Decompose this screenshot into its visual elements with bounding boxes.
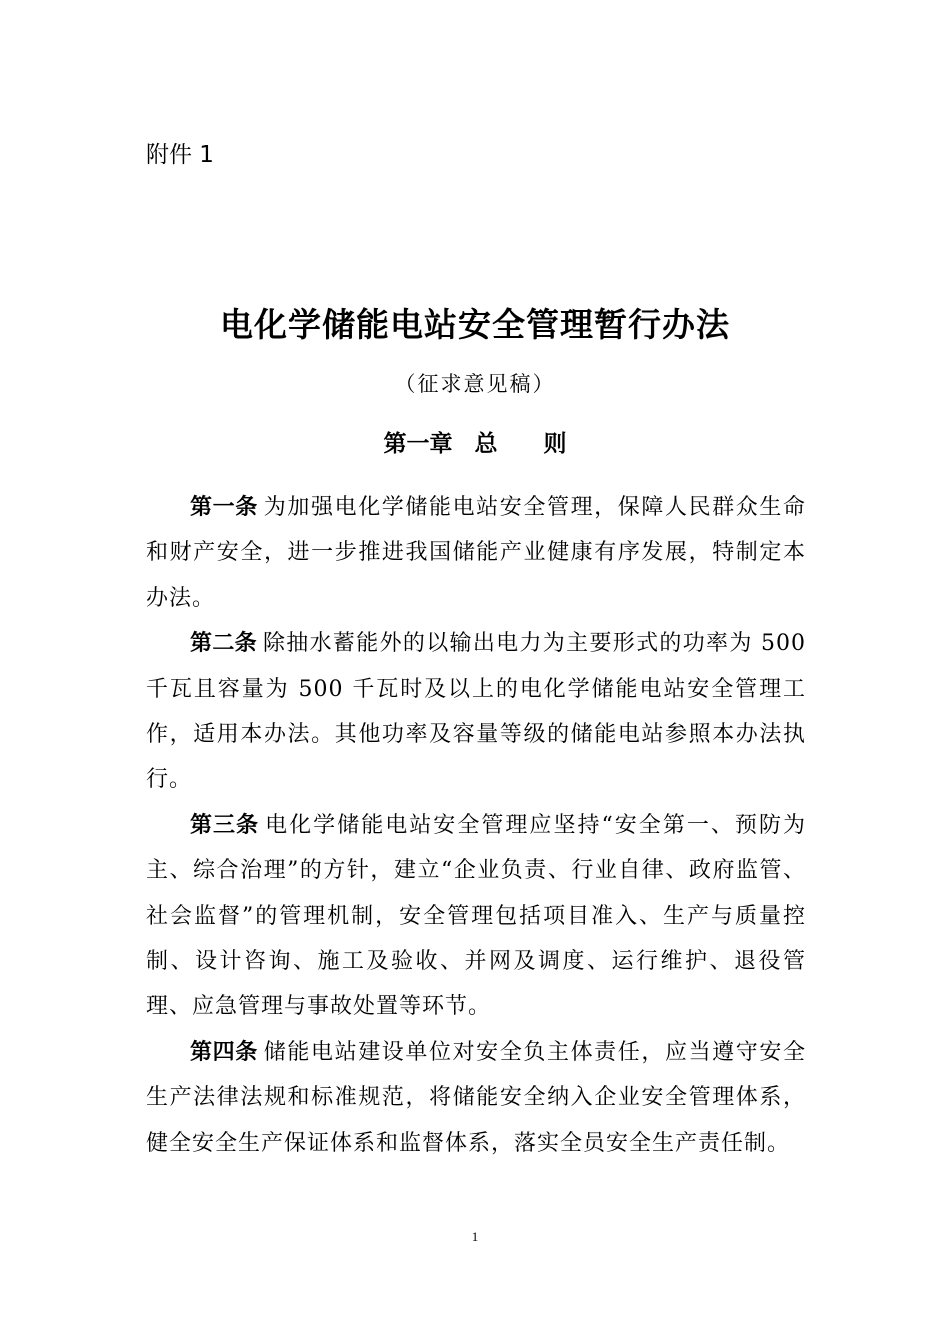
page-number: 1 bbox=[471, 1229, 479, 1244]
document-subtitle: （征求意见稿） bbox=[394, 372, 556, 396]
chapter-number: 第一章 bbox=[383, 431, 453, 457]
article-2 bbox=[146, 621, 806, 803]
article-4 bbox=[146, 1030, 806, 1166]
chapter-heading bbox=[0, 428, 950, 460]
article-list bbox=[146, 485, 806, 1166]
article-text: 除抽水蓄能外的以输出电力为主要形式的功率为 500 千瓦且容量为 500 千瓦时及以上的电化学储能电站安全管理工作，适用本办法。其他功率及容量等级的储能电站参照本办法执行。 bbox=[146, 631, 806, 793]
article-text: 储能电站建设单位对安全负主体责任，应当遵守安全生产法律法规和标准规范，将储能安全纳入企业安全管理体系，健全安全生产保证体系和监督体系，落实全员安全生产责任制。 bbox=[146, 1039, 806, 1156]
attachment-label: 附件 1 bbox=[146, 142, 214, 168]
document-title: 电化学储能电站安全管理暂行办法 bbox=[220, 305, 730, 344]
chapter-name-part2: 则 bbox=[543, 431, 567, 457]
article-1 bbox=[146, 485, 806, 621]
article-label: 第三条 bbox=[190, 812, 260, 838]
article-label: 第四条 bbox=[190, 1039, 258, 1065]
article-label: 第二条 bbox=[190, 631, 257, 657]
article-text: 电化学储能电站安全管理应坚持“安全第一、预防为主、综合治理”的方针，建立“企业负责、行业自律、政府监管、社会监督”的管理机制，安全管理包括项目准入、生产与质量控制、设计咨询、施工及验收、并网及调度、运行维护、退役管理、应急管理与事故处置等环节。 bbox=[146, 812, 806, 1020]
article-label: 第一条 bbox=[190, 495, 258, 520]
chapter-name-part1: 总 bbox=[474, 431, 498, 457]
article-3 bbox=[146, 803, 806, 1030]
article-text: 为加强电化学储能电站安全管理，保障人民群众生命和财产安全，进一步推进我国储能产业健康有序发展，特制定本办法。 bbox=[146, 495, 806, 611]
